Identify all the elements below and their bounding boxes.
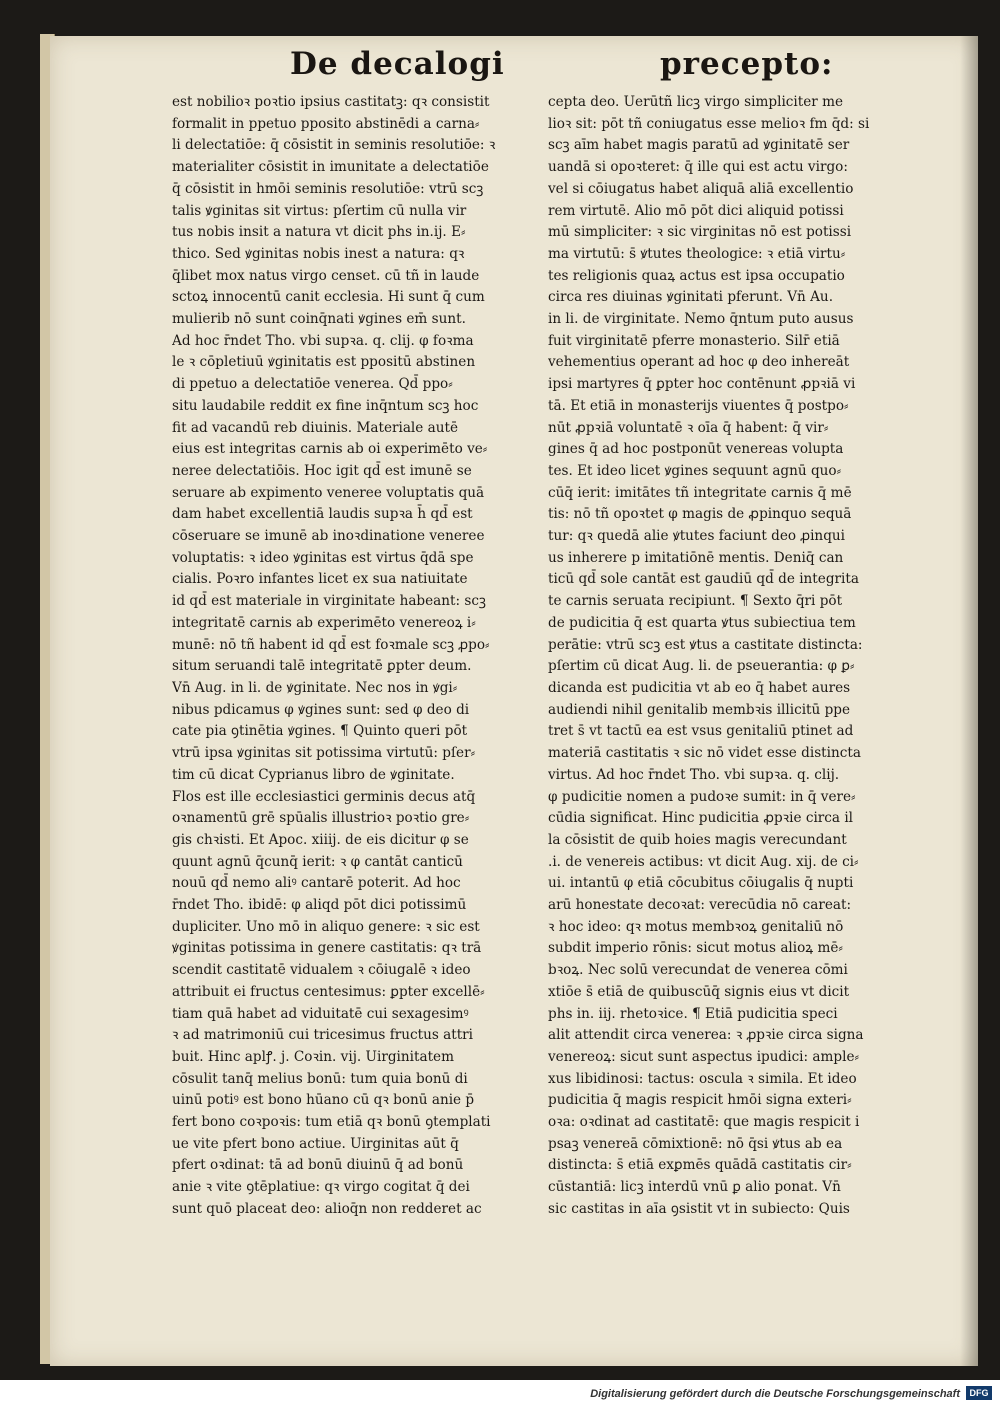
text-line: oꝛa: oꝛdinat ad castitatē: que magis respicit i	[548, 1114, 860, 1131]
text-line: mulierib nō sunt coinq̄nati ꝟgines em̄ sunt.	[172, 311, 466, 328]
text-line: venereoꝝ: sicut sunt aspectus ipudici: ample⸗	[548, 1048, 860, 1065]
text-line: ꝟginitas potissima in genere castitatis: qꝛ trā	[172, 940, 482, 957]
text-line: cialis. Poꝛro infantes licet ex sua natiuitate	[172, 571, 468, 588]
text-line: ticū qd̄ sole cantāt est gaudiū qd̄ de integrita	[548, 571, 859, 588]
text-line: subdit imperio rōnis: sicut motus alioꝝ mē⸗	[548, 940, 843, 957]
text-line: sctoꝝ innocentū canit ecclesia. Hi sunt q̄ cum	[172, 289, 485, 306]
text-line: tā. Et etiā in monasterijs viuentes q̄ postpo⸗	[548, 397, 849, 414]
text-line: eius est integritas carnis ab oi experimēto ve⸗	[172, 441, 488, 458]
text-line: integritatē carnis ab experimēto venereoꝝ i⸗	[172, 614, 476, 631]
left-text-column	[172, 92, 532, 1221]
text-line: ui. intantū φ etiā cōcubitus cōiugalis q̄ nupti	[548, 875, 854, 892]
text-line: vel si cōiugatus habet aliquā aliā excellentio	[548, 180, 854, 197]
text-line: us inherere p imitatiōnē mentis. Deniq̄ can	[548, 549, 844, 566]
text-line: tur: qꝛ quedā alie ꝟtutes faciunt deo ꝓinqui	[548, 528, 845, 545]
text-line: fuit virginitatē pferre monasterio. Silr̄ etiā	[548, 332, 840, 349]
text-line: munē: nō tñ habent id qd̄ est foꝛmale scꝫ ꝓpo⸗	[172, 636, 490, 653]
text-line: psaꝫ venereā cōmixtionē: nō q̄si ꝟtus ab ea	[548, 1135, 843, 1152]
text-line: di ppetuo a delectatiōe venerea. Qd̄ ppo⸗	[172, 376, 453, 393]
text-line: buit. Hinc aplꝭ. j. Coꝛin. vij. Uirginitatem	[172, 1048, 454, 1065]
text-line: ipsi martyres q̄ ꝑpter hoc contēnunt ꝓpꝛiā vi	[548, 376, 856, 393]
text-line: tus nobis insit a natura vt dicit phs in.ij. E⸗	[172, 224, 466, 241]
text-line: alit attendit circa venerea: ꝛ ꝓpꝛie circa signa	[548, 1027, 864, 1044]
text-line: pſertim cū dicat Aug. li. de pseuerantia: φ ꝑ⸗	[548, 658, 855, 675]
text-line: nouū qd̄ nemo aliꝰ cantarē poterit. Ad hoc	[172, 875, 461, 892]
text-line: r̄ndet Tho. ibidē: φ aliqd pōt dici potissimū	[172, 897, 467, 914]
text-line: thico. Sed ꝟginitas nobis inest a natura: qꝛ	[172, 245, 465, 262]
text-line: xus libidinosi: tactus: oscula ꝛ simila. Et ideo	[548, 1070, 857, 1087]
text-line: dupliciter. Uno mō in aliquo genere: ꝛ sic est	[172, 918, 480, 935]
text-line: gis chꝛisti. Et Apoc. xiiij. de eis dicitur φ se	[172, 831, 469, 848]
text-line: materiā castitatis ꝛ sic nō videt esse distincta	[548, 745, 861, 762]
text-line: tes religionis quaꝝ actus est ipsa occupatio	[548, 267, 845, 284]
text-line: nibus pdicamus φ ꝟgines sunt: sed φ deo di	[172, 701, 470, 718]
text-line: voluptatis: ꝛ ideo ꝟginitas est virtus q̄dā spe	[172, 549, 474, 566]
text-line: vehementius operant ad hoc φ deo inhereāt	[548, 354, 850, 371]
text-line: Vn̄ Aug. in li. de ꝟginitate. Nec nos in ꝟgi⸗	[172, 679, 458, 696]
text-line: tim cū dicat Cyprianus libro de ꝟginitate.	[172, 766, 455, 783]
text-line: phs in. iij. rhetoꝛice. ¶ Etiā pudicitia speci	[548, 1005, 838, 1022]
text-line: distincta: s̄ etiā exꝑmēs quādā castitatis cir⸗	[548, 1157, 852, 1174]
text-line: nūt ꝓpꝛiā voluntatē ꝛ oīa q̄ habent: q̄ vir⸗	[548, 419, 829, 436]
text-line: φ pudicitie nomen a pudoꝛe sumit: in q̄ vere⸗	[548, 788, 856, 805]
text-line: tes. Et ideo licet ꝟgines sequunt agnū quo⸗	[548, 462, 842, 479]
text-line: vtrū ipsa ꝟginitas sit potissima virtutū: pſer⸗	[172, 745, 476, 762]
text-line: cate pia ꝯtinētia ꝟgines. ¶ Quinto queri pōt	[172, 723, 468, 740]
text-line: xtiōe s̄ etiā de quibuscūq̄ signis eius vt dicit	[548, 983, 850, 1000]
text-line: uandā si opoꝛteret: q̄ ille qui est actu virgo:	[548, 159, 848, 176]
funding-credit: Digitalisierung gefördert durch die Deutsche Forschungsgemeinschaft	[590, 1388, 960, 1400]
text-line: materialiter cōsistit in imunitate a delectatiōe	[172, 159, 489, 176]
text-line: fert bono coꝛpoꝛis: tum etiā qꝛ bonū ꝯtemplati	[172, 1114, 491, 1131]
text-line: cūstantiā: licꝫ interdū vnū ꝑ alio ponat. Vn̄	[548, 1179, 841, 1196]
text-line: arū honestate decoꝛat: verecūdia nō careat:	[548, 897, 852, 914]
text-line: q̄ cōsistit in hmōi seminis resolutiōe: vtrū scꝫ	[172, 180, 484, 197]
text-line: te carnis seruata recipiunt. ¶ Sexto q̄ri pōt	[548, 593, 843, 610]
text-line: .i. de venereis actibus: vt dicit Aug. xij. de ci⸗	[548, 853, 859, 870]
text-line: scꝫ aīm habet magis paratū ad ꝟginitatē ser	[548, 137, 850, 154]
text-line: tis: nō tñ opoꝛtet φ magis de ꝓpinquo sequā	[548, 506, 852, 523]
text-line: anie ꝛ vite ꝯtēplatiue: qꝛ virgo cogitat q̄ dei	[172, 1179, 470, 1196]
text-line: sunt quō placeat deo: alioq̄n non redderet ac	[172, 1200, 482, 1217]
text-line: cūq̄ ierit: imitātes tñ integritate carnis q̄ mē	[548, 484, 852, 501]
text-line: quunt agnū q̄cunq̄ ierit: ꝛ φ cantāt canticū	[172, 853, 463, 870]
text-line: cōseruare se imunē ab inoꝛdinatione veneree	[172, 528, 485, 545]
text-line: id qd̄ est materiale in virginitate habeant: scꝫ	[172, 593, 486, 610]
running-head-right: precepto:	[660, 46, 834, 82]
running-head-left: De decalogi	[290, 46, 505, 82]
text-line: in li. de virginitate. Nemo q̄ntum puto ausus	[548, 311, 854, 328]
text-line: ꝛ hoc ideo: qꝛ motus membꝛoꝝ genitaliū nō	[548, 918, 844, 935]
text-line: q̄libet mox natus virgo censet. cū tñ in laude	[172, 267, 480, 284]
text-line: dicanda est pudicitia vt ab eo q̄ habet aures	[548, 679, 851, 696]
text-line: fit ad vacandū reb diuinis. Materiale autē	[172, 419, 459, 436]
text-line: ꝛ ad matrimoniū cui tricesimus fructus attri	[172, 1027, 474, 1044]
text-line: scendit castitatē vidualem ꝛ cōiugalē ꝛ ideo	[172, 962, 471, 979]
dfg-logo: DFG	[966, 1386, 992, 1400]
right-text-column	[548, 92, 908, 1221]
text-line: est nobilioꝛ poꝛtio ipsius castitatꝫ: qꝛ consistit	[172, 94, 490, 110]
text-line: cūdia significat. Hinc pudicitia ꝓpꝛie circa il	[548, 810, 854, 827]
text-line: oꝛnamentū grē spūalis illustrioꝛ poꝛtio gre⸗	[172, 810, 470, 827]
text-line: cōsulit tanq̄ melius bonū: tum quia bonū di	[172, 1070, 468, 1087]
text-line: talis ꝟginitas sit virtus: pſertim cū nulla vir	[172, 202, 467, 219]
text-line: perātie: vtrū scꝫ est ꝟtus a castitate distincta:	[548, 636, 863, 653]
text-line: tret s̄ vt tactū ea est vsus genitaliū ptinet ad	[548, 723, 854, 740]
text-line: audiendi nihil genitalib membꝛis illicitū ppe	[548, 701, 851, 718]
text-line: dam habet excellentiā laudis supꝛa h̄ qd̄ est	[172, 506, 473, 523]
text-line: situ laudabile reddit ex fine inq̄ntum scꝫ hoc	[172, 397, 479, 414]
text-line: pudicitia q̄ magis respicit hmōi signa exteri⸗	[548, 1092, 852, 1109]
text-line: circa res diuinas ꝟginitati pferunt. Vn̄ Au.	[548, 289, 834, 306]
text-line: cepta deo. Uerūtñ licꝫ virgo simpliciter me	[548, 94, 844, 110]
text-line: gines q̄ ad hoc postponūt venereas volupta	[548, 441, 844, 458]
text-line: neree delectatiōis. Hoc igit qd̄ est imunē se	[172, 462, 472, 479]
text-line: Flos est ille ecclesiastici germinis decus atq̄	[172, 788, 476, 805]
text-line: li delectatiōe: q̄ cōsistit in seminis resolutiōe: ꝛ	[172, 137, 496, 154]
text-line: lioꝛ sit: pōt tñ coniugatus esse melioꝛ fm q̄d: si	[548, 115, 870, 132]
text-line: uinū potiꝰ est bono hūano cū qꝛ bonū anie p̄	[172, 1092, 475, 1109]
text-line: le ꝛ cōpletiuū ꝟginitatis est ppositū abstinen	[172, 354, 476, 371]
text-line: virtus. Ad hoc r̄ndet Tho. vbi supꝛa. q. clij.	[548, 766, 840, 783]
text-line: seruare ab expimento veneree voluptatis quā	[172, 484, 485, 501]
text-line: de pudicitia q̄ est quarta ꝟtus subiectiua tem	[548, 614, 856, 631]
text-line: ma virtutū: s̄ ꝟtutes theologice: ꝛ etiā virtu⸗	[548, 245, 846, 262]
text-line: ue vite pfert bono actiue. Uirginitas aūt q̄	[172, 1135, 459, 1152]
page-gutter-shadow	[960, 36, 978, 1366]
text-line: formalit in ppetuo pposito abstinēdi a carna⸗	[172, 115, 480, 132]
text-line: la cōsistit de quib hoies magis verecundant	[548, 831, 847, 848]
text-line: pfert oꝛdinat: tā ad bonū diuinū q̄ ad bonū	[172, 1157, 464, 1174]
text-line: tiam quā habet ad viduitatē cui sexagesimꝰ	[172, 1005, 469, 1022]
text-line: mū simpliciter: ꝛ sic virginitas nō est potissi	[548, 224, 852, 241]
text-line: sic castitas in aīa ꝯsistit vt in subiecto: Quis	[548, 1200, 850, 1217]
text-line: rem virtutē. Alio mō pōt dici aliquid potissi	[548, 202, 844, 219]
text-line: situm seruandi talē integritatē ꝑpter deum.	[172, 658, 472, 675]
text-line: attribuit ei fructus centesimus: ꝑpter excellē⸗	[172, 983, 485, 1000]
text-line: Ad hoc r̄ndet Tho. vbi supꝛa. q. clij. φ foꝛma	[172, 332, 474, 349]
footer-bar	[0, 1380, 1000, 1407]
text-line: bꝛoꝝ. Nec solū verecundat de venerea cōmi	[548, 962, 848, 979]
